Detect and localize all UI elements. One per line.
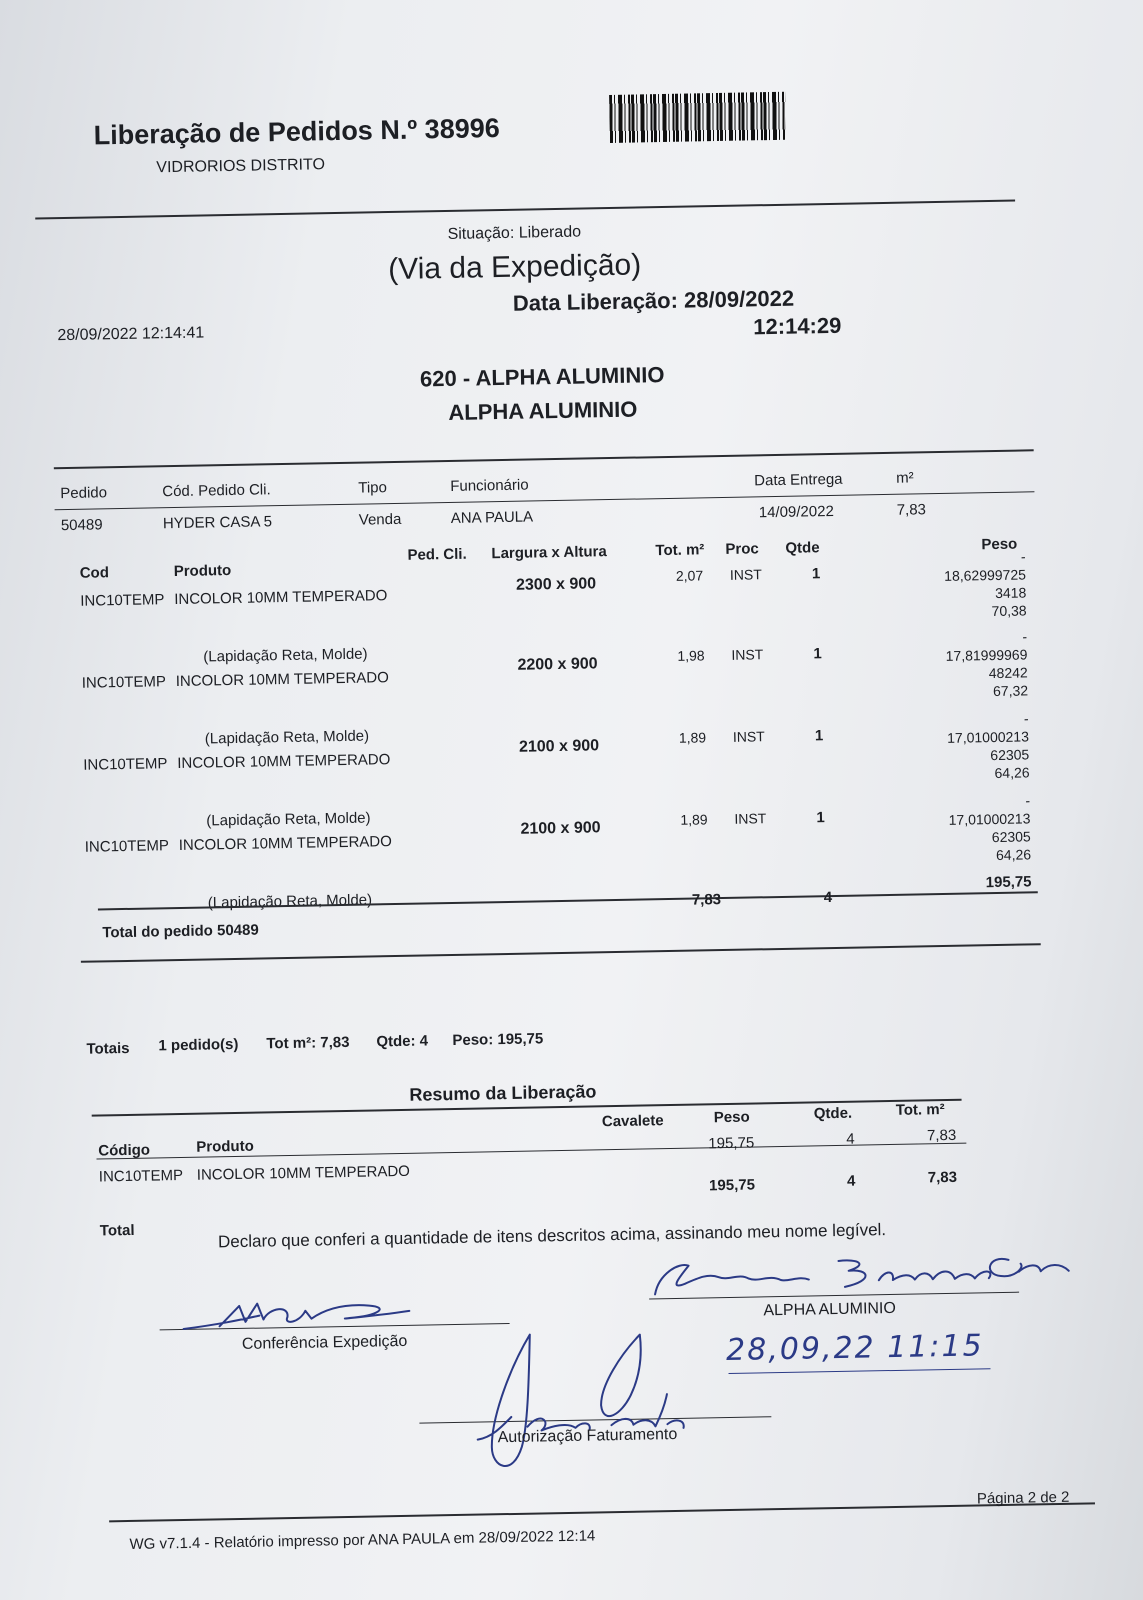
order-total-label: Total do pedido 50489 (102, 921, 259, 942)
handwritten-date-underline (729, 1368, 991, 1374)
signature-autorizacao (470, 1323, 713, 1477)
header-divider (35, 200, 1015, 220)
order-m2: 7,83 (896, 501, 927, 519)
autorizacao-label: Autorização Faturamento (497, 1425, 678, 1447)
via-label: (Via da Expedição) (387, 248, 642, 287)
client-name-2: ALPHA ALUMINIO (448, 396, 638, 425)
item-proc: INST (734, 810, 767, 827)
totais-qtde: Qtde: 4 (376, 1032, 429, 1051)
item-cod: INC10TEMP (80, 591, 165, 610)
order-pedido: 50489 (60, 516, 103, 535)
handwritten-date: 28,09,22 11:15 (725, 1328, 984, 1369)
resumo-col-cavalete: Cavalete (601, 1112, 664, 1131)
item-tot-m2: 2,07 (675, 567, 704, 584)
order-funcionario: ANA PAULA (450, 508, 534, 527)
order-total-qtde: 4 (823, 889, 833, 907)
resumo-total-qtde: 4 (846, 1172, 856, 1190)
item-dimensions: 2200 x 900 (517, 655, 598, 674)
resumo-total-peso: 195,75 (708, 1176, 756, 1195)
item-observation: (Lapidação Reta, Molde) (206, 809, 371, 830)
item-cod: INC10TEMP (83, 755, 168, 774)
col-data-entrega: Data Entrega (754, 470, 843, 490)
footer-divider (109, 1502, 1095, 1522)
resumo-col-tot-m2: Tot. m² (895, 1101, 945, 1119)
resumo-col-codigo: Código (98, 1141, 151, 1160)
totais-label: Totais (86, 1039, 130, 1058)
company-name: VIDRORIOS DISTRITO (156, 156, 326, 177)
item-peso: - 18,62999725 3418 70,38 (944, 548, 1027, 620)
resumo-col-qtde: Qtde. (813, 1104, 853, 1123)
order-data-entrega: 14/09/2022 (758, 502, 834, 522)
item-cod: INC10TEMP (84, 837, 170, 856)
order-cod-pedido-cli: HYDER CASA 5 (162, 513, 273, 533)
col-tipo: Tipo (358, 479, 388, 497)
item-produto: INCOLOR 10MM TEMPERADO (174, 587, 388, 609)
item-dimensions: 2100 x 900 (518, 737, 600, 756)
item-cod: INC10TEMP (81, 673, 167, 692)
item-proc: INST (729, 566, 762, 583)
resumo-row-produto: INCOLOR 10MM TEMPERADO (196, 1162, 411, 1184)
order-total-peso: 195,75 (985, 873, 1032, 892)
col-cod: Cod (79, 564, 110, 582)
page-number: Página 2 de 2 (976, 1488, 1070, 1508)
col-proc: Proc (725, 540, 759, 558)
situacao-status: Situação: Liberado (447, 223, 582, 243)
col-qtde: Qtde (785, 539, 820, 557)
item-qtde: 1 (813, 645, 822, 663)
data-liberacao: Data Liberação: 28/09/2022 (512, 285, 795, 316)
signature-conferencia (179, 1291, 420, 1339)
item-produto: INCOLOR 10MM TEMPERADO (178, 833, 392, 854)
col-largura-altura: Largura x Altura (491, 543, 607, 563)
resumo-row-qtde: 4 (846, 1130, 855, 1148)
item-tot-m2: 1,89 (680, 811, 708, 828)
item-proc: INST (731, 646, 764, 663)
item-peso: - 17,81999969 48242 67,32 (945, 628, 1029, 700)
item-proc: INST (732, 728, 765, 745)
item-qtde: 1 (816, 809, 825, 827)
order-top-divider (54, 449, 1034, 469)
item-qtde: 1 (811, 565, 821, 583)
resumo-row-peso: 195,75 (708, 1134, 755, 1153)
col-ped-cli: Ped. Cli. (407, 545, 467, 564)
hora-liberacao: 12:14:29 (753, 312, 842, 340)
signature-client (648, 1237, 1079, 1305)
document-title: Liberação de Pedidos N.º 38996 (93, 112, 500, 151)
col-cod-pedido-cli: Cód. Pedido Cli. (162, 481, 271, 501)
resumo-row-codigo: INC10TEMP (98, 1166, 184, 1186)
col-tot-m2: Tot. m² (655, 541, 705, 560)
col-pedido: Pedido (60, 484, 108, 503)
conferencia-label: Conferência Expedição (241, 1332, 408, 1353)
resumo-row-tot-m2: 7,83 (926, 1126, 957, 1145)
declaration-text: Declaro que conferi a quantidade de itens descritos acima, assinando meu nome legível. (217, 1220, 887, 1252)
client-signature-label: ALPHA ALUMINIO (763, 1299, 897, 1320)
item-tot-m2: 1,98 (677, 647, 705, 664)
client-name: 620 - ALPHA ALUMINIO (419, 362, 665, 392)
resumo-total-label: Total (99, 1221, 135, 1240)
col-peso: Peso (981, 535, 1018, 554)
resumo-col-peso: Peso (713, 1108, 750, 1127)
totais-pedidos: 1 pedido(s) (158, 1035, 239, 1055)
resumo-title: Resumo da Liberação (409, 1081, 597, 1105)
totais-peso: Peso: 195,75 (452, 1030, 544, 1050)
item-observation: (Lapidação Reta, Molde) (203, 645, 368, 666)
print-datetime: 28/09/2022 12:14:41 (57, 324, 205, 345)
item-peso: - 17,01000213 62305 64,26 (947, 710, 1030, 782)
section-divider (81, 943, 1041, 963)
item-produto: INCOLOR 10MM TEMPERADO (177, 751, 391, 773)
col-m2: m² (896, 469, 914, 487)
resumo-col-produto: Produto (196, 1137, 254, 1156)
totais-m2: Tot m²: 7,83 (266, 1033, 350, 1053)
order-total-m2: 7,83 (691, 891, 722, 909)
item-dimensions: 2100 x 900 (520, 819, 601, 838)
item-observation: (Lapidação Reta, Molde) (204, 727, 370, 748)
report-footer: WG v7.1.4 - Relatório impresso por ANA PAULA em 28/09/2022 12:14 (129, 1527, 596, 1554)
col-funcionario: Funcionário (450, 476, 529, 495)
item-peso: - 17,01000213 62305 64,26 (948, 792, 1032, 864)
item-qtde: 1 (814, 727, 824, 745)
item-tot-m2: 1,89 (678, 729, 707, 746)
item-dimensions: 2300 x 900 (515, 575, 597, 594)
order-tipo: Venda (358, 510, 402, 529)
col-produto: Produto (173, 561, 232, 581)
item-observation: (Lapidação Reta, Molde) (207, 891, 373, 912)
item-produto: INCOLOR 10MM TEMPERADO (175, 669, 389, 691)
barcode (609, 92, 786, 143)
resumo-total-tot-m2: 7,83 (927, 1168, 958, 1187)
